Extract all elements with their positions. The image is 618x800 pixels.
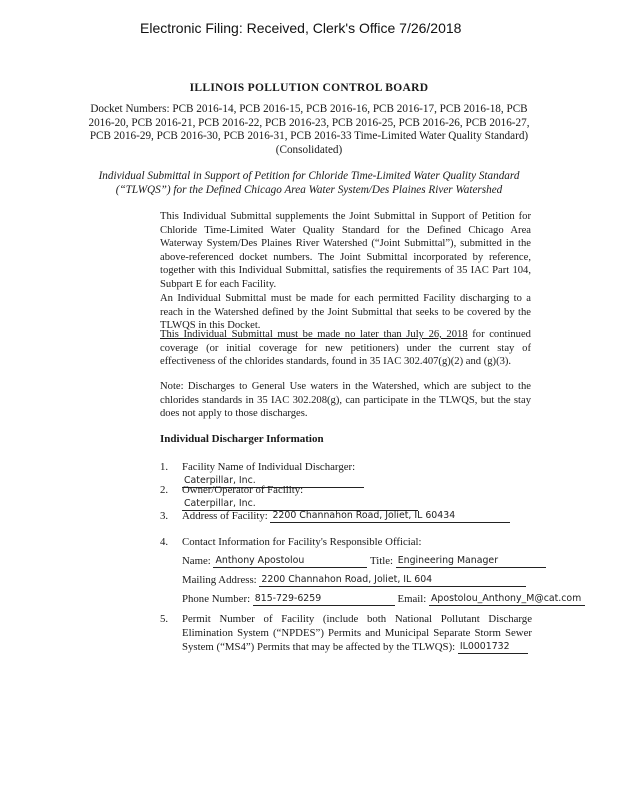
phone-field[interactable]: 815-729-6259 — [253, 592, 395, 606]
email-field[interactable]: Apostolou_Anthony_M@cat.com — [429, 592, 585, 606]
note-paragraph: Note: Discharges to General Use waters in the Watershed, which are subject to the chlorides standards in 35 IAC 302.208(g), can participate in the TLWQS, but the stay does not apply to those discharges. — [160, 381, 531, 420]
contact-title-field[interactable]: Engineering Manager — [396, 554, 546, 568]
item-number: 2. — [160, 484, 169, 496]
permit-number-field[interactable]: IL0001732 — [458, 640, 528, 654]
facility-name-field[interactable]: Caterpillar, Inc. — [182, 474, 364, 488]
title-label: Title: — [370, 555, 394, 567]
submittal-subtitle: Individual Submittal in Support of Petition for Chloride Time-Limited Water Quality Standard (“TLWQS”) for the Defined Chicago Area Water System/Des Plaines River Watershed — [98, 170, 520, 196]
intro-paragraph: This Individual Submittal supplements the Joint Submittal in Support of Petition for Chloride Time-Limited Water Quality Standard for the Defined Chicago Area Waterway System/Des Plaines River Watershed (“Joint Submittal”), submitted in the above-referenced docket numbers. The Joint Submittal incorporated by reference, together with this Individual Submittal, satisfies the requirements of 35 IAC Part 104, Subpart E for each Facility. — [160, 211, 531, 290]
deadline-underlined-text: This Individual Submittal must be made no later than July 26, 2018 — [160, 329, 468, 340]
contact-name-field[interactable]: Anthony Apostolou — [213, 554, 367, 568]
mailing-address-label: Mailing Address: — [182, 574, 257, 586]
email-label: Email: — [397, 593, 427, 605]
item-label: Facility Name of Individual Discharger: — [182, 461, 356, 473]
section-heading: Individual Discharger Information — [160, 433, 324, 445]
docket-numbers: Docket Numbers: PCB 2016-14, PCB 2016-15, PCB 2016-16, PCB 2016-17, PCB 2016-18, PCB 2016-20, PCB 2016-21, PCB 2016-22, PCB 2016-23, PCB 2016-25, PCB 2016-26, PCB 2016-27, PCB 2016-29, PCB 2016-30, PCB 2016-31, PCB 2016-33 Time-Limited Water Quality Standard) (Consolidated) — [88, 103, 530, 156]
item-number: 5. — [160, 613, 169, 625]
item-label: Permit Number of Facility (include both National Pollutant Discharge Elimination System (“NPDES”) Permits and Municipal Separate Storm Sewer System (“MS4”) Permits that may be affected by the TLWQS): — [182, 613, 532, 653]
facility-address-field[interactable]: 2200 Channahon Road, Joliet, IL 60434 — [270, 509, 510, 523]
item-number: 1. — [160, 461, 169, 473]
requirement-paragraph: An Individual Submittal must be made for each permitted Facility discharging to a reach in the Watershed defined by the Joint Submittal that seeks to be covered by the TLWQS in this Docket. — [160, 293, 531, 332]
item-number: 3. — [160, 510, 169, 522]
deadline-paragraph — [160, 328, 531, 369]
name-label: Name: — [182, 555, 211, 567]
deadline-rest-text: for continued coverage (or initial coverage for new petitioners) under the current stay of effectiveness of the chlorides standards, found in 35 IAC 302.407(g)(2) and (g)(3). — [160, 329, 531, 368]
item-label: Address of Facility: — [182, 510, 268, 522]
board-title: ILLINOIS POLLUTION CONTROL BOARD — [189, 82, 429, 94]
mailing-address-field[interactable]: 2200 Channahon Road, Joliet, IL 604 — [259, 573, 526, 587]
item-number: 4. — [160, 536, 169, 548]
electronic-filing-stamp: Electronic Filing: Received, Clerk's Office 7/26/2018 — [140, 20, 462, 36]
item-label: Contact Information for Facility's Responsible Official: — [182, 536, 422, 548]
owner-operator-field[interactable]: Caterpillar, Inc. — [182, 497, 418, 511]
item-label: Owner/Operator of Facility: — [182, 484, 304, 496]
phone-label: Phone Number: — [182, 593, 251, 605]
